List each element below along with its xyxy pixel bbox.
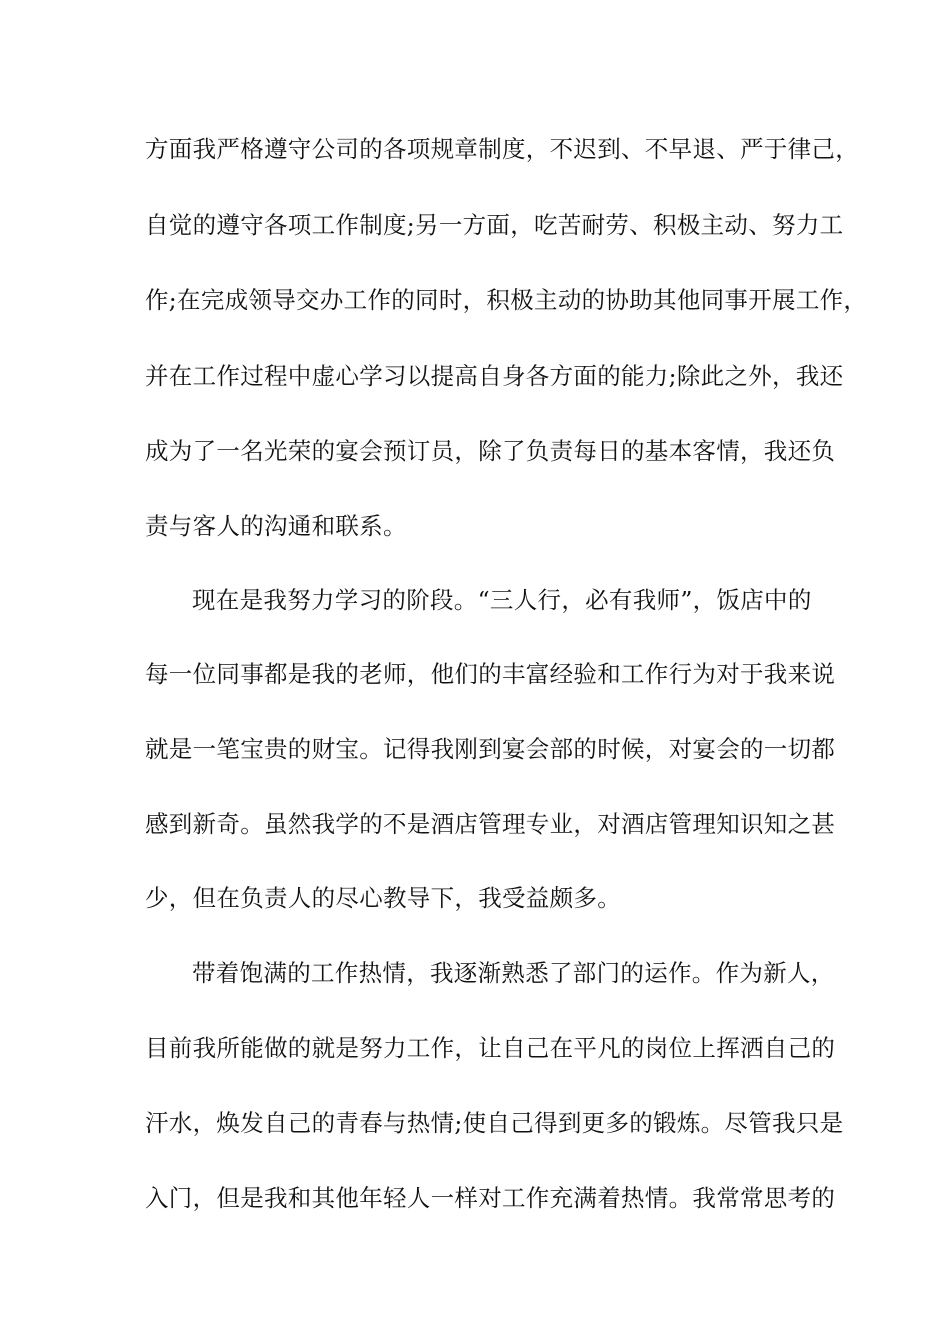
- text-line: 并在工作过程中虚心学习以提高自身各方面的能力;除此之外，我还: [145, 362, 844, 390]
- text-line: 汗水，焕发自己的青春与热情;使自己得到更多的锻炼。尽管我只是: [145, 1109, 844, 1137]
- text-line: 每一位同事都是我的老师，他们的丰富经验和工作行为对于我来说: [145, 660, 836, 688]
- text-line: 自觉的遵守各项工作制度;另一方面，吃苦耐劳、积极主动、努力工: [145, 211, 844, 239]
- text-line: 责与客人的沟通和联系。: [145, 512, 407, 540]
- text-line: 作;在完成领导交办工作的同时，积极主动的协助其他同事开展工作，: [145, 286, 868, 314]
- text-line: 方面我严格遵守公司的各项规章制度，不迟到、不早退、严于律己，: [145, 135, 859, 163]
- paragraph-first-line: 现在是我努力学习的阶段。“三人行，必有我师”，饭店中的: [192, 586, 812, 614]
- paragraph-first-line: 带着饱满的工作热情，我逐渐熟悉了部门的运作。作为新人，: [192, 959, 835, 987]
- text-line: 成为了一名光荣的宴会预订员，除了负责每日的基本客情，我还负: [145, 437, 836, 465]
- text-line: 目前我所能做的就是努力工作，让自己在平凡的岗位上挥洒自己的: [145, 1034, 836, 1062]
- text-line: 入门，但是我和其他年轻人一样对工作充满着热情。我常常思考的: [145, 1184, 836, 1212]
- text-line: 少，但在负责人的尽心教导下，我受益颇多。: [145, 884, 621, 912]
- text-line: 就是一笔宝贵的财宝。记得我刚到宴会部的时候，对宴会的一切都: [145, 735, 836, 763]
- text-line: 感到新奇。虽然我学的不是酒店管理专业，对酒店管理知识知之甚: [145, 810, 836, 838]
